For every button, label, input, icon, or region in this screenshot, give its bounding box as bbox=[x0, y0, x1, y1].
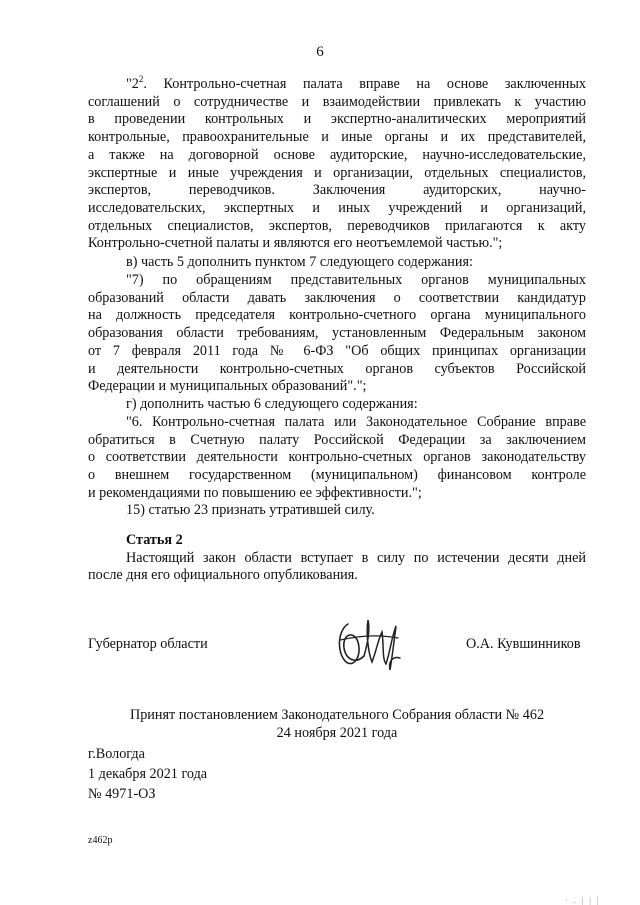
law-date: 1 декабря 2021 года bbox=[88, 766, 208, 782]
text-line: соглашений о сотрудничестве и взаимодействии привлекать к участию bbox=[88, 93, 586, 110]
item-15 bbox=[88, 502, 586, 520]
signatory-name: О.А. Кувшинников bbox=[466, 636, 581, 652]
text-line: Федерации и муниципальных образований"."; bbox=[88, 378, 367, 395]
superscript: 2 bbox=[138, 74, 144, 84]
text-line: Настоящий закон области вступает в силу по истечении десяти дней bbox=[126, 549, 586, 566]
text-line: а также на договорной основе аудиторские, научно-исследовательские, bbox=[88, 146, 586, 163]
city: г.Вологда bbox=[88, 746, 145, 762]
text-line: в) часть 5 дополнить пунктом 7 следующего содержания: bbox=[126, 254, 473, 270]
place-date-block bbox=[88, 744, 207, 804]
text-line: образования области требованиям, установленным Федеральным законом bbox=[88, 325, 586, 342]
text-line: и рекомендациями по повышению ее эффективности."; bbox=[88, 484, 422, 501]
adoption-line-2: 24 ноября 2021 года bbox=[276, 724, 398, 741]
text-line: "$2^2$. Контрольно-счетная палата вправе на основе заключенных bbox=[126, 74, 586, 92]
page-number: 6 bbox=[316, 44, 324, 60]
paragraph-2-2 bbox=[88, 76, 586, 253]
article-2 bbox=[88, 532, 586, 585]
handwritten-signature bbox=[334, 612, 404, 674]
text-line: "7) по обращениям представительных органов муниципальных bbox=[126, 272, 586, 288]
text-line: отдельных специалистов, экспертов, переводчиков прилагаются к акту bbox=[88, 217, 586, 234]
footer-marks: · . | | | bbox=[565, 896, 601, 905]
law-number: № 4971-ОЗ bbox=[88, 786, 156, 802]
item-v bbox=[88, 254, 586, 272]
signatory-position: Губернатор области bbox=[88, 636, 208, 652]
text-line: о внешнем государственном (муниципальном) финансовом контроле bbox=[88, 467, 586, 484]
text-line: обратиться в Счетную палату Российской Федерации за заключением bbox=[88, 431, 586, 448]
text-line: экспертов, переводчиков. Заключения аудиторских, научно- bbox=[88, 182, 586, 199]
text-line: о соответствии деятельности контрольно-счетных органов законодательству bbox=[88, 449, 586, 466]
text-line: образований области давать заключения о соответствии кандидатур bbox=[88, 289, 586, 306]
text-line: в проведении контрольных и экспертно-аналитических мероприятий bbox=[88, 111, 586, 128]
text-line: исследовательских, экспертных и иных учреждений и организаций, bbox=[88, 199, 586, 216]
text-line: на должность председателя контрольно-счетного органа муниципального bbox=[88, 307, 586, 324]
text-line: от 7 февраля 2011 года № 6-ФЗ "Об общих принципах организации bbox=[88, 342, 586, 359]
paragraph-7 bbox=[88, 272, 586, 396]
adoption-note bbox=[88, 707, 586, 742]
text-line: "6. Контрольно-счетная палата или Законодательное Собрание вправе bbox=[126, 414, 586, 430]
paragraph-6 bbox=[88, 414, 586, 503]
text-line: г) дополнить частью 6 следующего содержания: bbox=[126, 396, 418, 412]
text-line: Контрольно-счетной палаты и являются его неотъемлемой частью."; bbox=[88, 235, 503, 252]
text-line: после дня его официального опубликования. bbox=[88, 567, 358, 584]
article-heading: Статья 2 bbox=[126, 532, 183, 548]
text-line: и деятельности контрольно-счетных органов субъектов Российской bbox=[88, 360, 586, 377]
document-code: z462p bbox=[88, 835, 113, 846]
text-line: экспертные и иные учреждения и организации, отдельных специалистов, bbox=[88, 164, 586, 181]
item-g bbox=[88, 396, 586, 414]
adoption-line-1: Принят постановлением Законодательного Собрания области № 462 bbox=[129, 707, 545, 723]
text-line: 15) статью 23 признать утратившей силу. bbox=[126, 502, 375, 518]
text-line: контрольные, правоохранительные и иные органы и их представителей, bbox=[88, 129, 586, 146]
